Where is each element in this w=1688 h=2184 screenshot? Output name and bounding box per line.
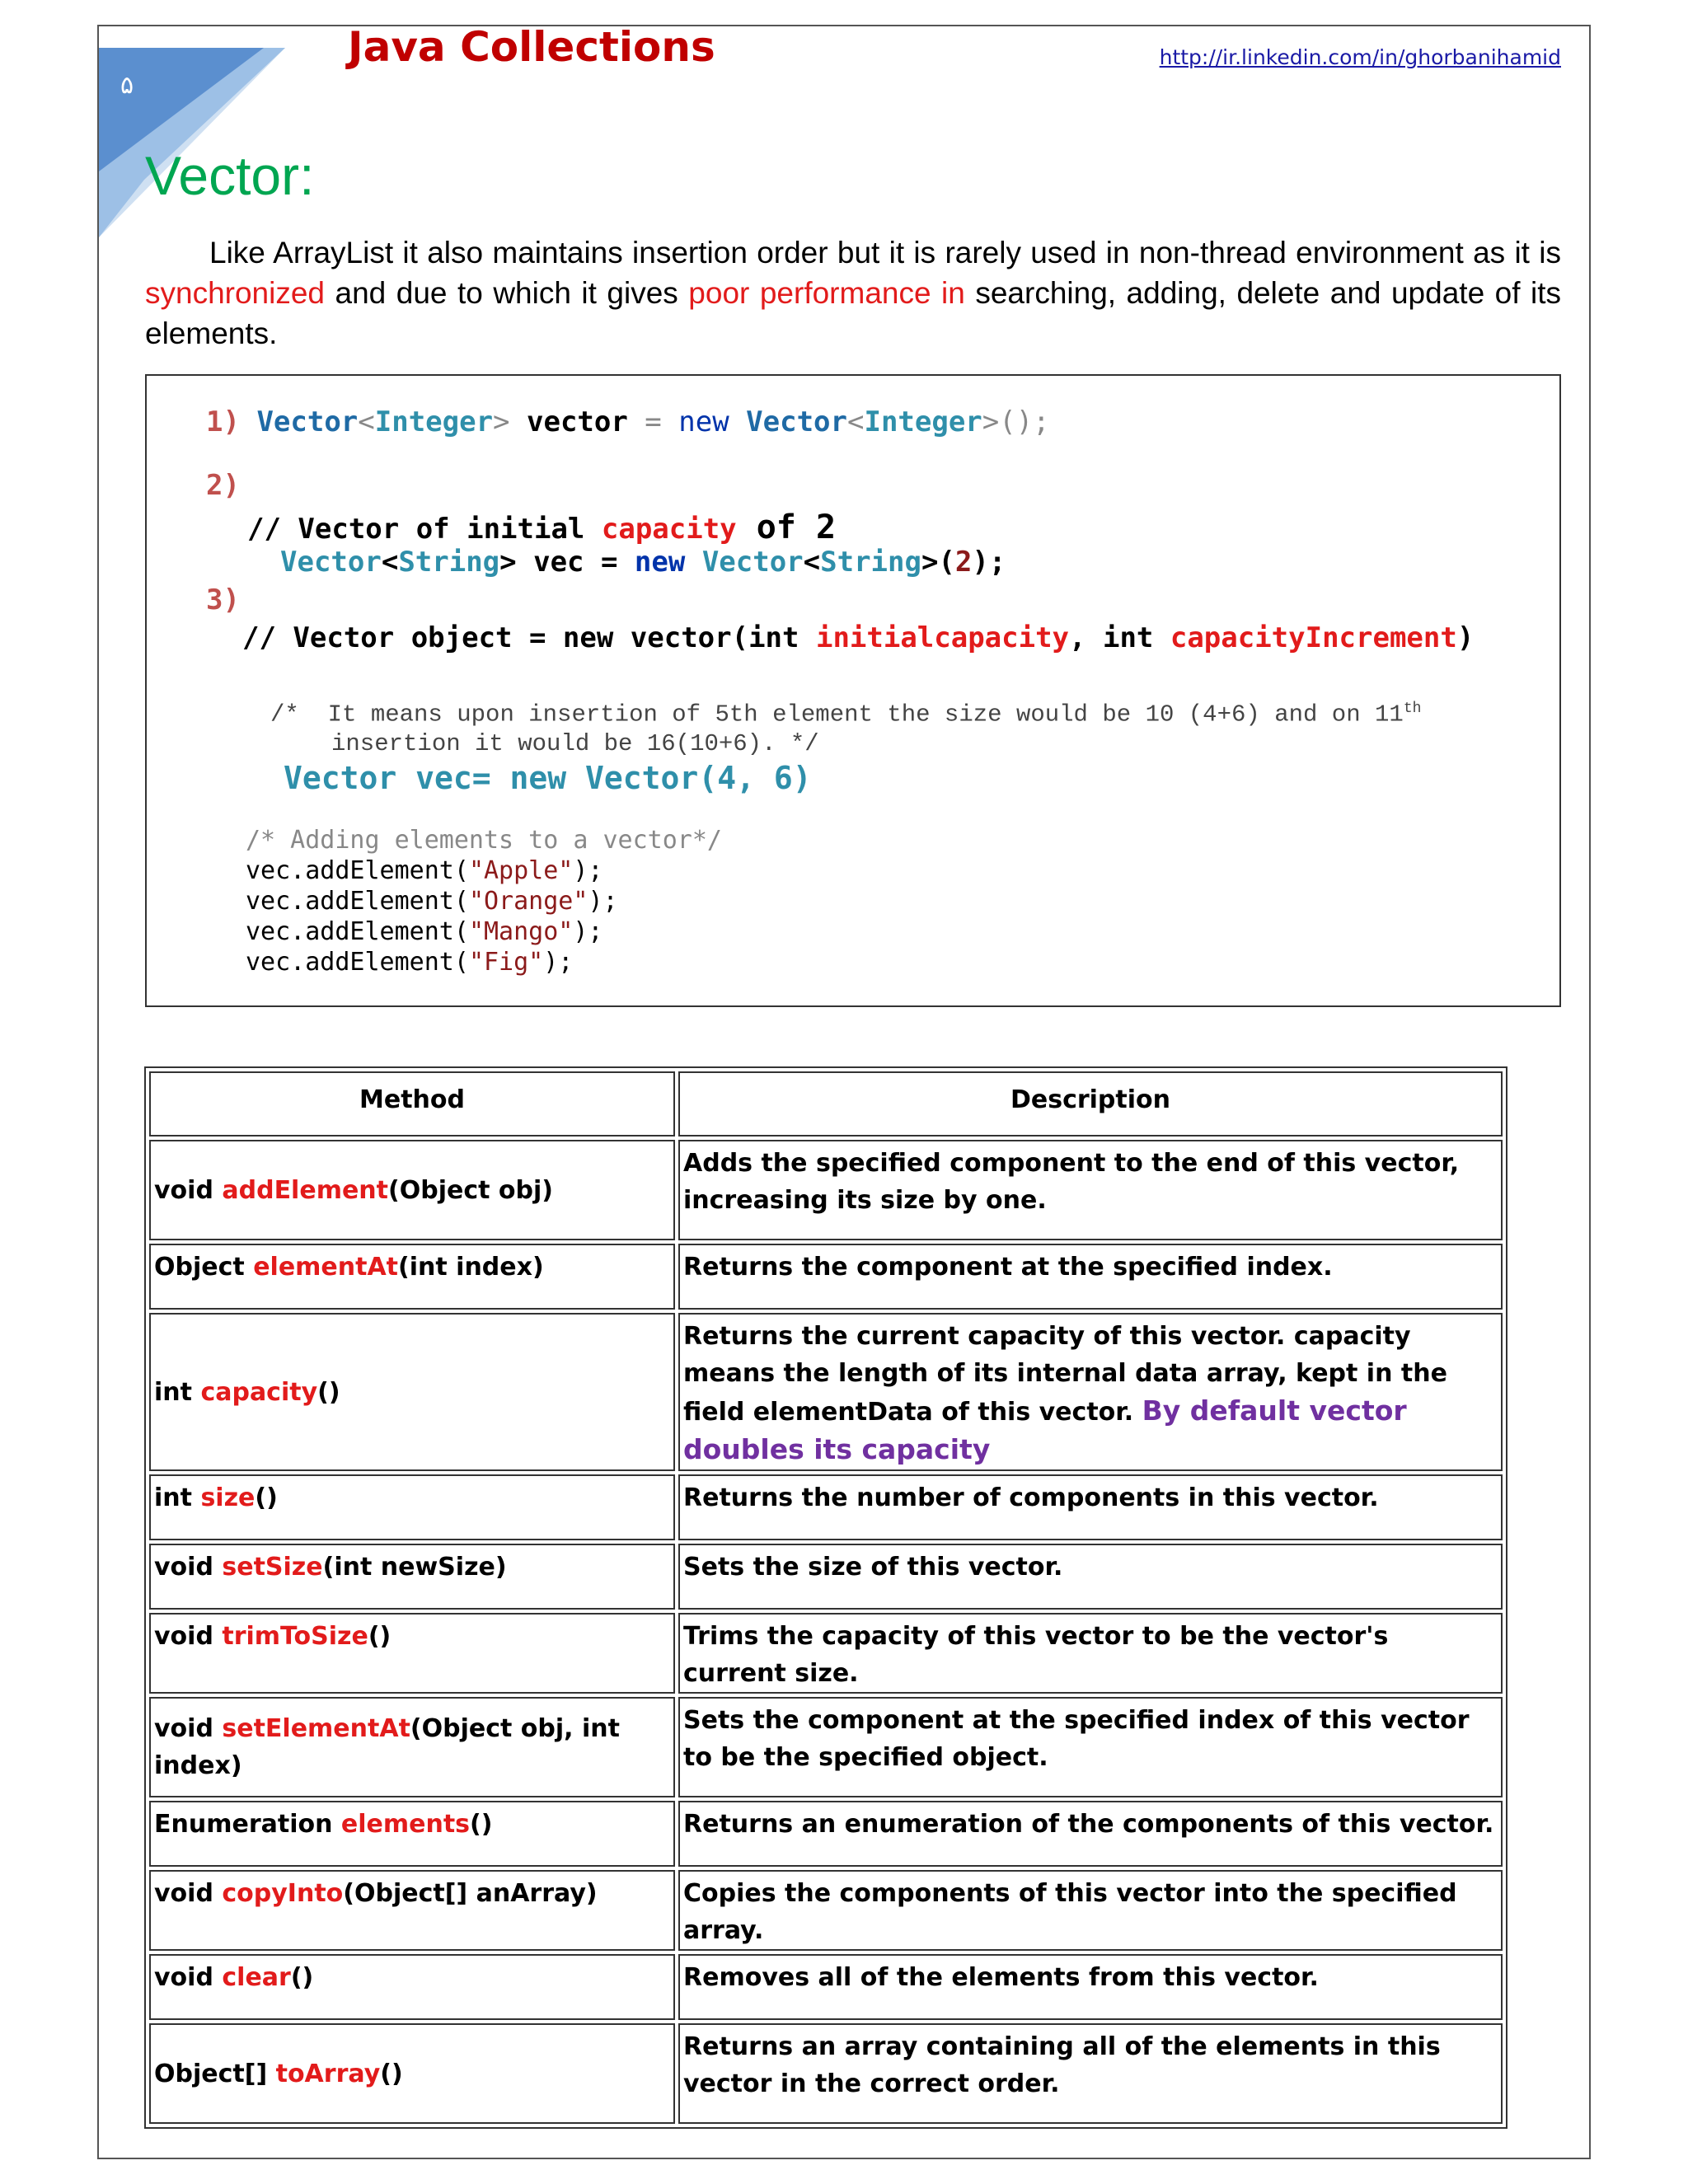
description-cell: Copies the components of this vector into the specified array. <box>678 1870 1503 1951</box>
code-add-line: vec.addElement("Apple"); <box>246 856 603 885</box>
description-cell: Sets the component at the specified index of this vector to be the specified object. <box>678 1697 1503 1797</box>
code-line-4: Vector vec= new Vector(4, 6) <box>284 760 812 796</box>
description-cell: Returns an array containing all of the elements in this vector in the correct order. <box>678 2023 1503 2124</box>
method-cell: void setElementAt(Object obj, int index) <box>149 1697 675 1797</box>
description-cell: Returns the component at the specified index. <box>678 1244 1503 1310</box>
code-line-1: 1) Vector<Integer> vector = new Vector<Integer>(); <box>206 405 1050 438</box>
table-row <box>149 1697 1503 1797</box>
description-column-header: Description <box>678 1071 1503 1137</box>
method-cell: int size() <box>149 1474 675 1540</box>
code-line-2: Vector<String> vec = new Vector<String>(2); <box>280 546 1006 579</box>
description-cell: Trims the capacity of this vector to be the vector's current size. <box>678 1613 1503 1694</box>
code-comment-adding: /* Adding elements to a vector*/ <box>246 826 722 855</box>
intro-paragraph <box>145 232 1561 354</box>
linkedin-link[interactable]: http://ir.linkedin.com/in/ghorbanihamid <box>1159 45 1561 69</box>
methods-table <box>144 1066 1507 2129</box>
table-row <box>149 1244 1503 1310</box>
table-row <box>149 1474 1503 1540</box>
code-comment-3: // Vector object = new vector(int initialcapacity, int capacityIncrement) <box>242 621 1475 654</box>
code-comment-block: /* It means upon insertion of 5th element the size would be 10 (4+6) and on 11th <box>270 701 1422 729</box>
code-comment-block-2: insertion it would be 16(10+6). */ <box>331 730 819 757</box>
description-cell: Returns an enumeration of the components of this vector. <box>678 1801 1503 1867</box>
method-cell: void addElement(Object obj) <box>149 1140 675 1240</box>
method-cell: Object[] toArray() <box>149 2023 675 2124</box>
method-cell: Object elementAt(int index) <box>149 1244 675 1310</box>
description-cell: Returns the number of components in this vector. <box>678 1474 1503 1540</box>
intro-text-2: and due to which it gives <box>325 276 689 310</box>
table-row <box>149 1544 1503 1610</box>
method-cell: void trimToSize() <box>149 1613 675 1694</box>
table-row <box>149 1954 1503 2020</box>
method-cell: void clear() <box>149 1954 675 2020</box>
description-cell: Returns the current capacity of this vector. capacity means the length of its internal data array, kept in the field elementData of this vector. By default vector doubles its capacity <box>678 1313 1503 1471</box>
table-row <box>149 2023 1503 2124</box>
table-row <box>149 1613 1503 1694</box>
intro-highlight-synchronized: synchronized <box>145 276 326 310</box>
description-cell: Sets the size of this vector. <box>678 1544 1503 1610</box>
method-cell: int capacity() <box>149 1313 675 1471</box>
method-cell: Enumeration elements() <box>149 1801 675 1867</box>
code-add-line: vec.addElement("Orange"); <box>246 887 618 916</box>
table-row <box>149 1870 1503 1951</box>
page-number: ۵ <box>120 71 134 100</box>
section-heading: Vector: <box>145 145 315 206</box>
code-add-line: vec.addElement("Fig"); <box>246 948 574 977</box>
code-comment-2: // Vector of initial capacity of 2 <box>247 509 837 546</box>
document-title: Java Collections <box>348 23 715 71</box>
table-row <box>149 1313 1503 1471</box>
intro-text-1: Like ArrayList it also maintains insertion order but it is rarely used in non-thread environment as it is <box>209 236 1561 269</box>
intro-text-3: searching, adding, delete and update of its elements. <box>145 276 1562 350</box>
table-header-row <box>149 1071 1503 1137</box>
description-cell: Removes all of the elements from this vector. <box>678 1954 1503 2020</box>
code-add-line: vec.addElement("Mango"); <box>246 917 603 946</box>
method-cell: void setSize(int newSize) <box>149 1544 675 1610</box>
description-cell: Adds the specified component to the end of this vector, increasing its size by one. <box>678 1140 1503 1240</box>
method-column-header: Method <box>149 1071 675 1137</box>
intro-highlight-performance: poor performance in <box>688 276 965 310</box>
capacity-note: By default vector doubles its capacity <box>683 1394 1407 1465</box>
method-cell: void copyInto(Object[] anArray) <box>149 1870 675 1951</box>
code-block <box>145 374 1561 1007</box>
table-row <box>149 1801 1503 1867</box>
table-row <box>149 1140 1503 1240</box>
code-number-2: 2) <box>206 469 240 502</box>
code-number-3: 3) <box>206 583 240 616</box>
